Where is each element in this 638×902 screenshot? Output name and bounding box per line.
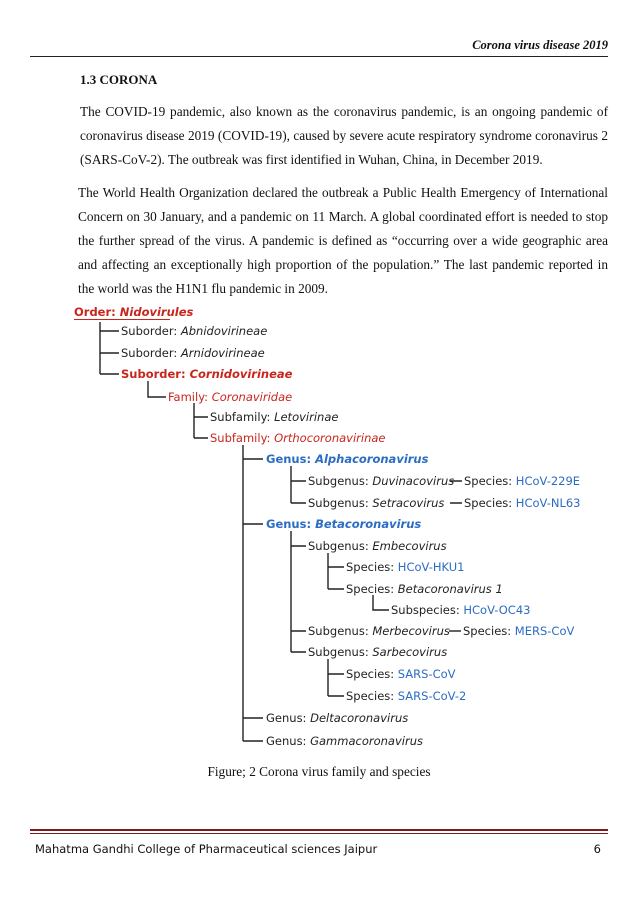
species-mers-cov: Species: MERS-CoV: [463, 624, 575, 638]
subgenus-setracovirus: Subgenus: Setracovirus: [308, 496, 445, 510]
footer-rule-thick: [30, 829, 608, 831]
paragraph-1: The COVID-19 pandemic, also known as the coronavirus pandemic, is an ongoing pandemic of coronavirus disease 2019 (COVID-19), caused by severe acute respiratory syndrome coronavirus 2 (SARS-CoV-2). The outbreak was first identified in Wuhan, China, in December 2019.: [80, 104, 608, 167]
subspecies-hcov-oc43: Subspecies: HCoV-OC43: [391, 603, 531, 617]
family-coronaviridae: Family: Coronaviridae: [168, 390, 293, 404]
genus-alphacoronavirus: Genus: Alphacoronavirus: [266, 452, 429, 466]
page-number: 6: [593, 842, 601, 856]
suborder-cornidovirineae: Suborder: Cornidovirineae: [121, 367, 293, 381]
subgenus-duvinacovirus: Subgenus: Duvinacovirus: [308, 474, 455, 488]
subfamily-orthocoronavirinae: Subfamily: Orthocoronavirinae: [210, 431, 386, 445]
species-sars-cov-2: Species: SARS-CoV-2: [346, 689, 467, 703]
page-header: Corona virus disease 2019: [472, 38, 608, 52]
species-hcov-hku1: Species: HCoV-HKU1: [346, 560, 465, 574]
species-hcov-229e: Species: HCoV-229E: [464, 474, 581, 488]
subgenus-sarbecovirus: Subgenus: Sarbecovirus: [308, 645, 448, 659]
genus-deltacoronavirus: Genus: Deltacoronavirus: [266, 711, 409, 725]
suborder-abnidovirineae: Suborder: Abnidovirineae: [121, 324, 268, 338]
suborder-arnidovirineae: Suborder: Arnidovirineae: [121, 346, 265, 360]
subfamily-letovirinae: Subfamily: Letovirinae: [210, 410, 339, 424]
subgenus-embecovirus: Subgenus: Embecovirus: [308, 539, 447, 553]
order-node: Order: Nidovirules: [74, 305, 194, 319]
footer-institution: Mahatma Gandhi College of Pharmaceutical sciences Jaipur: [35, 842, 378, 856]
order-underline: [74, 319, 170, 320]
footer-rule-thin: [30, 833, 608, 834]
genus-gammacoronavirus: Genus: Gammacoronavirus: [266, 734, 423, 748]
figure-caption: Figure; 2 Corona virus family and species: [207, 764, 431, 779]
species-hcov-nl63: Species: HCoV-NL63: [464, 496, 581, 510]
subgenus-merbecovirus: Subgenus: Merbecovirus: [308, 624, 450, 638]
section-heading: 1.3 CORONA: [80, 72, 158, 87]
genus-betacoronavirus: Genus: Betacoronavirus: [266, 517, 422, 531]
paragraph-2: The World Health Organization declared the outbreak a Public Health Emergency of International Concern on 30 January, and a pandemic on 11 March. A global coordinated effort is needed to stop the further spread of the virus. A pandemic is defined as “occurring over a wide geographic area and affecting an exceptionally high proportion of the population.” The last pandemic reported in the world was the H1N1 flu pandemic in 2009.: [78, 185, 608, 296]
species-sars-cov: Species: SARS-CoV: [346, 667, 456, 681]
species-betacoronavirus-1: Species: Betacoronavirus 1: [346, 582, 503, 596]
